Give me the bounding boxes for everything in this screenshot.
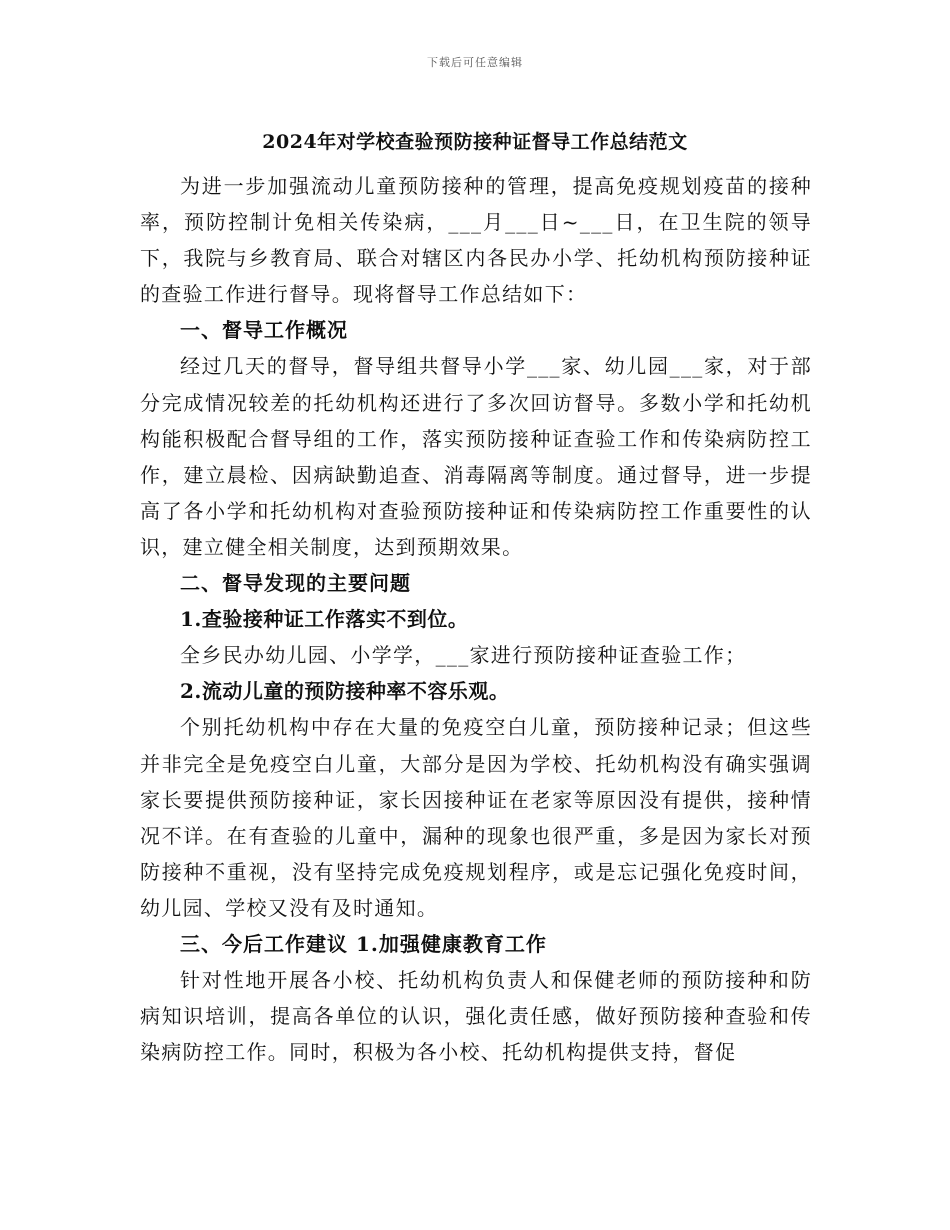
section2-heading: 二、督导发现的主要问题: [180, 571, 411, 596]
section2-item2-heading: 2.流动儿童的预防接种率不容乐观。: [180, 679, 510, 704]
intro-paragraph: 为进一步加强流动儿童预防接种的管理，提高免疫规划疫苗的接种率，预防控制计免相关传染病，___月___日~___日，在卫生院的领导下，我院与乡教育局、联合对辖区内各民办小学、托幼机构预防接种证的查验工作进行督导。现将督导工作总结如下：: [140, 174, 812, 307]
section1-heading: 一、督导工作概况: [180, 318, 348, 343]
section1-paragraph: 经过几天的督导，督导组共督导小学___家、幼儿园___家，对于部分完成情况较差的托幼机构还进行了多次回访督导。多数小学和托幼机构能积极配合督导组的工作，落实预防接种证查验工作和传染病防控工作，建立晨检、因病缺勤追查、消毒隔离等制度。通过督导，进一步提高了各小学和托幼机构对查验预防接种证和传染病防控工作重要性的认识，建立健全相关制度，达到预期效果。: [140, 354, 812, 559]
section2-item2-paragraph: 个别托幼机构中存在大量的免疫空白儿童，预防接种记录；但这些并非完全是免疫空白儿童，大部分是因为学校、托幼机构没有确实强调家长要提供预防接种证，家长因接种证在老家等原因没有提供，接种情况不详。在有查验的儿童中，漏种的现象也很严重，多是因为家长对预防接种不重视，没有坚持完成免疫规划程序，或是忘记强化免疫时间，幼儿园、学校又没有及时通知。: [140, 715, 812, 920]
document-title: 2024年对学校查验预防接种证督导工作总结范文: [262, 131, 688, 153]
section3-heading: 三、今后工作建议 1.加强健康教育工作: [180, 931, 547, 956]
section2-item1-heading: 1.查验接种证工作落实不到位。: [180, 607, 469, 632]
section2-item1-paragraph: 全乡民办幼儿园、小学学，___家进行预防接种证查验工作；: [180, 643, 747, 668]
header-note: 下载后可任意编辑: [427, 56, 523, 69]
section3-paragraph: 针对性地开展各小校、托幼机构负责人和保健老师的预防接种和防病知识培训，提高各单位的认识，强化责任感，做好预防接种查验和传染病防控工作。同时，积极为各小校、托幼机构提供支持，督促: [140, 968, 812, 1065]
document-body: [140, 168, 812, 1070]
